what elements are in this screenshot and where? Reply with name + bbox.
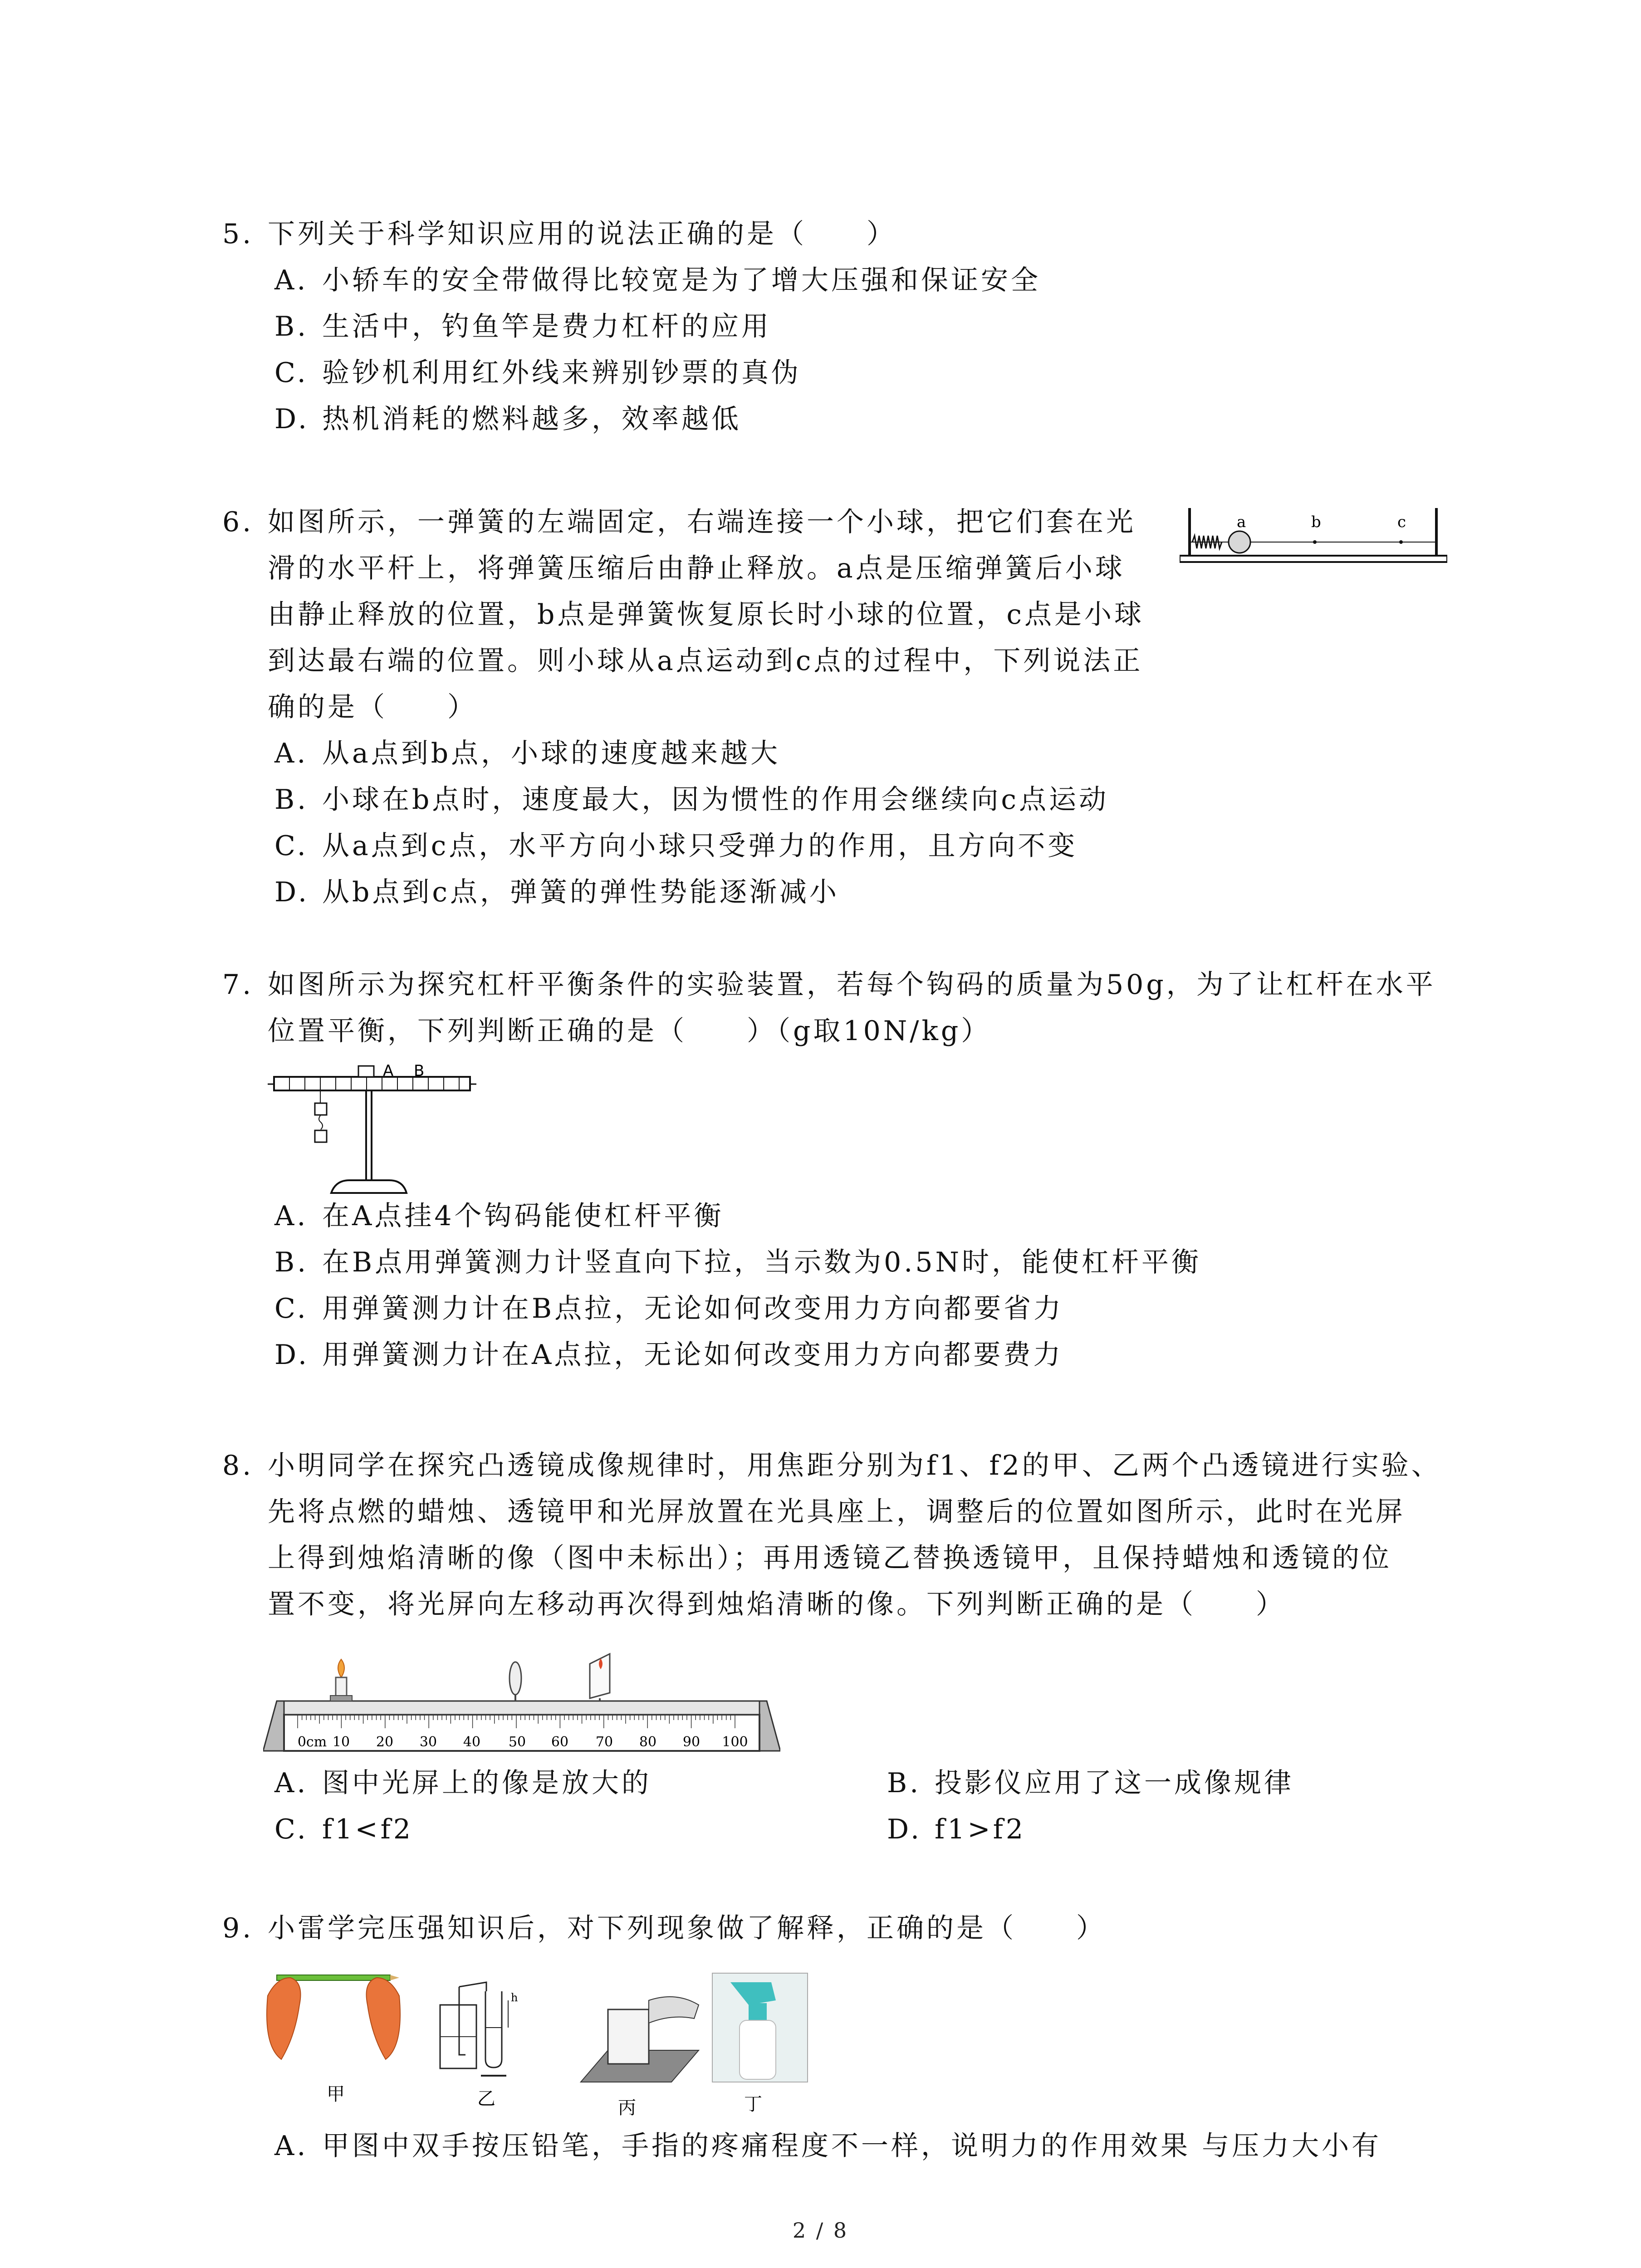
option-b[interactable]: B. 小球在b点时，速度最大，因为惯性的作用会继续向c点运动 [274, 784, 1109, 816]
option-b[interactable]: B. 在B点用弹簧测力计竖直向下拉，当示数为0.5N时，能使杠杆平衡 [274, 1246, 1202, 1278]
option-c[interactable]: C. 从a点到c点，水平方向小球只受弹力的作用，且方向不变 [274, 830, 1078, 862]
question-7 [222, 962, 1447, 1054]
question-stem: 小雷学完压强知识后，对下列现象做了解释，正确的是（ ） [268, 1912, 1106, 1944]
ruler-label: 50 [508, 1734, 526, 1750]
question-5 [222, 211, 1447, 442]
option-c[interactable]: C. f1<f2 [274, 1813, 414, 1845]
ruler-label: 40 [463, 1734, 481, 1750]
optical-bench-figure [263, 1651, 780, 1755]
ruler-label: 80 [639, 1734, 657, 1750]
ruler-label: 90 [682, 1734, 700, 1750]
option-d[interactable]: D. f1>f2 [887, 1813, 1026, 1845]
point-a-label: a [1237, 513, 1246, 531]
hands-pencil-icon [267, 1975, 400, 2105]
option-b[interactable]: B. 投影仪应用了这一成像规律 [887, 1767, 1294, 1799]
height-h-label: h [511, 1991, 518, 2004]
question-number: 5. [222, 218, 254, 250]
weight-icon [315, 1103, 327, 1115]
lens-icon [509, 1662, 521, 1701]
question-stem-line: 确的是（ ） [268, 691, 477, 723]
question-stem-line: 滑的水平杆上，将弹簧压缩后由静止释放。a点是压缩弹簧后小球 [268, 552, 1125, 584]
caption-yi: 乙 [477, 2088, 495, 2109]
pivot-block [358, 1066, 374, 1077]
ruler-label: 30 [419, 1734, 437, 1750]
question-stem-line: 位置平衡，下列判断正确的是（ ）（g取10N/kg） [268, 1015, 991, 1047]
ruler-label: 20 [376, 1734, 394, 1750]
question-stem-line: 置不变，将光屏向左移动再次得到烛焰清晰的像。下列判断正确的是（ ） [268, 1589, 1286, 1620]
question-stem-line: 如图所示为探究杠杆平衡条件的实验装置，若每个钩码的质量为50g，为了让杠杆在水平 [268, 969, 1436, 1001]
spring-ball-figure [1180, 499, 1447, 572]
question-stem-line: 由静止释放的位置，b点是弹簧恢复原长时小球的位置，c点是小球 [268, 599, 1145, 631]
weight-icon [315, 1130, 327, 1142]
option-d[interactable]: D. 从b点到c点，弹簧的弹性势能逐渐减小 [274, 876, 840, 908]
lever-figure [268, 1061, 476, 1198]
ruler-label: 70 [595, 1734, 613, 1750]
ruler-label: 0cm [297, 1734, 327, 1750]
question-number: 9. [222, 1912, 254, 1944]
spray-bottle-icon [712, 1973, 808, 2082]
base-rail [1180, 556, 1447, 562]
option-a[interactable]: A. 从a点到b点，小球的速度越来越大 [274, 738, 781, 769]
option-c[interactable]: C. 验钞机利用红外线来辨别钞票的真伪 [274, 357, 801, 389]
manometer-icon [440, 1982, 508, 2076]
ruler-label: 100 [722, 1734, 748, 1750]
ruler-label: 60 [551, 1734, 569, 1750]
question-8 [222, 1442, 1447, 1628]
point-B-label: B [414, 1062, 425, 1080]
caption-bing: 丙 [618, 2097, 636, 2118]
option-d[interactable]: D. 热机消耗的燃料越多，效率越低 [274, 403, 741, 435]
option-a[interactable]: A. 图中光屏上的像是放大的 [274, 1767, 652, 1799]
lever-bar [274, 1077, 470, 1090]
question-stem-line: 先将点燃的蜡烛、透镜甲和光屏放置在光具座上，调整后的位置如图所示，此时在光屏 [268, 1496, 1406, 1528]
question-stem: 下列关于科学知识应用的说法正确的是（ ） [268, 218, 896, 250]
question-stem-line: 上得到烛焰清晰的像（图中未标出）；再用透镜乙替换透镜甲，且保持蜡烛和透镜的位 [268, 1542, 1392, 1574]
caption-ding: 丁 [744, 2094, 762, 2115]
hook-icon [319, 1115, 323, 1129]
rail-top [284, 1701, 759, 1715]
question-number: 6. [222, 506, 254, 538]
point-c-marker [1399, 540, 1403, 544]
question-stem-line: 小明同学在探究凸透镜成像规律时，用焦距分别为f1、f2的甲、乙两个凸透镜进行实验、 [268, 1450, 1441, 1481]
caption-jia: 甲 [327, 2084, 345, 2105]
ruler-label: 10 [332, 1734, 350, 1750]
question-7-options [222, 1193, 1447, 1378]
question-stem-line: 到达最右端的位置。则小球从a点运动到c点的过程中，下列说法正 [268, 645, 1143, 677]
sponge-block-icon [581, 1997, 699, 2082]
question-9-options [222, 2123, 1447, 2169]
stand-base [331, 1180, 407, 1193]
option-d[interactable]: D. 用弹簧测力计在A点拉，无论如何改变用力方向都要费力 [274, 1339, 1063, 1371]
option-a[interactable]: A. 小轿车的安全带做得比较宽是为了增大压强和保证安全 [274, 264, 1041, 296]
option-a[interactable]: A. 在A点挂4个钩码能使杠杆平衡 [274, 1200, 724, 1232]
option-c[interactable]: C. 用弹簧测力计在B点拉，无论如何改变用力方向都要省力 [274, 1293, 1064, 1325]
page-number: 2 / 8 [792, 2218, 849, 2243]
question-9 [222, 1905, 1447, 1951]
ball-icon [1229, 531, 1250, 553]
question-8-options [222, 1760, 1447, 1853]
option-a[interactable]: A. 甲图中双手按压铅笔，手指的疼痛程度不一样，说明力的作用效果 与压力大小有 [274, 2130, 1382, 2162]
point-c-label: c [1397, 513, 1406, 531]
option-b[interactable]: B. 生活中，钓鱼竿是费力杠杆的应用 [274, 311, 771, 342]
pressure-figures [263, 1969, 826, 2118]
question-number: 7. [222, 969, 254, 1001]
question-stem-line: 如图所示，一弹簧的左端固定，右端连接一个小球，把它们套在光 [268, 506, 1136, 538]
candle-icon [330, 1659, 352, 1701]
point-b-marker [1313, 540, 1317, 544]
screen-icon [590, 1654, 610, 1701]
question-number: 8. [222, 1450, 254, 1481]
point-b-label: b [1311, 513, 1321, 531]
point-A-label: A [383, 1062, 394, 1080]
